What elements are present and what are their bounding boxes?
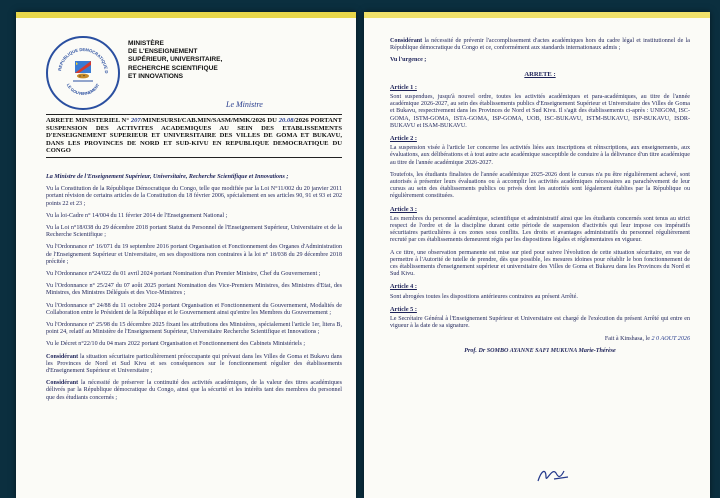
visa-paragraph: Vu l'Ordonnance n° 24/88 du 11 octobre 2024 portant Organisation et Fonctionnement du Gouvernement, Modalités de Collaboration entre le Président de la République et le Gouvernement ainsi qu'entre les Membres du Gouvernement ;	[46, 302, 342, 316]
ministry-line: DE L'ENSEIGNEMENT	[128, 48, 198, 56]
considerant-paragraph	[390, 38, 690, 52]
date-stamp: 2 0 AOUT 2026	[651, 335, 690, 342]
arrete-number: 207	[130, 117, 141, 124]
fait-a-line	[390, 336, 690, 343]
article-1-label: Article 1 :	[390, 83, 417, 91]
signatory-name: Prof. Dr SOMBO AYANNE SAFI MUKUNA Marie-Thérèse	[464, 347, 616, 354]
visa-paragraph: Vu l'Ordonnance n°24/022 du 01 avril 2024 portant Nomination d'un Premier Ministre, Chef du Gouvernement ;	[46, 271, 321, 278]
arrete-title	[46, 114, 342, 158]
considerant-text: la nécessité de prévenir l'accomplissement d'actes académiques hors du cadre légal et institutionnel de la République démocratique du Congo et ce, conformément aux standards internationaux admis ;	[390, 38, 690, 52]
document-page-1	[16, 12, 356, 498]
considerant-label: Considérant	[46, 380, 79, 387]
title-rest: /2026 PORTANT SUSPENSION DES ACTIVITES ACADEMIQUES AU SEIN DES ETABLISSEMENTS D'ENSEIGNEMENT SUPERIEUR ET UNIVERSITAIRE DES VILLES DE GOMA ET BUKAVU, DANS LES PROVINCES DE NORD ET SUD-KIVU EN REPUBLIQUE DEMOCRATIQUE DU CONGO	[46, 117, 342, 155]
visa-paragraph: Vu l'Ordonnance n° 25/98 du 15 décembre 2025 fixant les attributions des Ministères, spécialement l'article 1er, litera B, point 24, relatif au Ministère de l'Enseignement Supérieur, Universitaire Recherche Scientifique et Innovations ;	[46, 322, 342, 336]
svg-text:LE GOUVERNEMENT: LE GOUVERNEMENT	[65, 82, 101, 97]
article-2-continuation: Toutefois, les étudiants finalistes de l'année académique 2025-2026 dont le cursus n'a pu être régulièrement achevé, sont autorisés à présenter leurs évaluations ou à accomplir les activités académiques nécessaires au parachèvement de leur cursus au sein des établissements publics ou privés dont les autorités sont légalement établies par la République ou régulièrement constituées.	[390, 171, 690, 200]
considerant-text: la nécessité de préserver la continuité des activités académiques, de la valeur des titres académiques délivrés par la République démocratique du Congo, ainsi que la sécurité et les intérêts tant des membres du personnel que des étudiants concernés ;	[46, 380, 342, 401]
visa-paragraph: Vu la loi-Cadre n° 14/004 du 11 février 2014 de l'Enseignement National ;	[46, 212, 228, 219]
article-5-text: Le Secrétaire Général à l'Enseignement Supérieur et Universitaire est chargé de l'exécution du présent Arrêté qui entre en vigueur à la date de sa signature.	[390, 316, 690, 330]
ministry-line: ET INNOVATIONS	[128, 72, 184, 80]
handwritten-le-ministre: Le Ministre	[226, 100, 263, 109]
vu-urgence: Vu l'urgence ;	[390, 57, 427, 64]
svg-text:REPUBLIQUE DEMOCRATIQUE DU CON: REPUBLIQUE DEMOCRATIQUE D	[57, 46, 110, 74]
ministry-heading	[128, 40, 228, 81]
considerant-label: Considérant	[46, 353, 79, 360]
handwritten-signature-icon	[534, 463, 574, 487]
document-page-2	[364, 12, 710, 498]
considerant-paragraph	[46, 380, 342, 402]
leopard-emblem-icon	[53, 43, 113, 103]
minister-intro: La Ministre de l'Enseignement Supérieur, Universitaire, Recherche Scientifique et Innovations ;	[46, 174, 289, 180]
arrete-ref-prefix: ARRETE MINISTERIEL N°	[46, 117, 129, 124]
ministry-line: RECHERCHE SCIENTIFIQUE	[128, 64, 218, 72]
considerant-paragraph	[46, 354, 342, 376]
arrete-ref-suffix: /MINESURSI/CAB.MIN/SASM/MMK/2026	[140, 117, 266, 124]
visa-paragraph: Vu l'Ordonnance n° 25/247 du 07 août 2025 portant Nomination des Vice-Premiers Ministres, des Ministres d'Etat, des Ministres, des Ministres Délégués et des Vice-Ministres ;	[46, 283, 342, 297]
article-3-label: Article 3 :	[390, 205, 417, 213]
article-3-text: Les membres du personnel académique, scientifique et administratif ainsi que les étudiants concernés sont tenus au strict respect de l'ordre et de la discipline durant cette période de suspension d'activités qui leur impose ces impératifs sécuritaires particulières à ces zones sous conflits. Les droits et avantages administratifs du personnel régulièrement recruté par ces établissements demeurent régis par les dispositions légales et réglementaires en vigueur.	[390, 215, 690, 244]
coat-of-arms-seal	[46, 36, 120, 110]
visa-paragraph: Vu la Loi n°18/038 du 29 décembre 2018 portant Statut du Personnel de l'Enseignement Supérieur, Universitaire et de la Recherche Scientifique ;	[46, 225, 342, 239]
decree-body	[390, 38, 690, 360]
article-2-text: La suspension visée à l'article 1er concerne les activités liées aux inscriptions et réinscriptions, aux enseignements, aux évaluations, aux délibérations et à tout autre acte académique susceptible de conduire à la délivrance d'un titre académique au titre de l'année académique 2026-2027.	[390, 145, 690, 166]
visa-paragraph: Vu l'Ordonnance n° 16/071 du 19 septembre 2016 portant Organisation et Fonctionnement des Organes d'Administration de l'Enseignement Supérieur et Universitaire, en ses dispositions non contraires à la loi n° 18/038 du 29 décembre 2018 précitée ;	[46, 244, 342, 265]
article-4-text: Sont abrogées toutes les dispositions antérieures contraires au présent Arrêté.	[390, 293, 578, 300]
article-1-text: Sont suspendues, jusqu'à nouvel ordre, toutes les activités académiques et para-académiques, au titre de l'année académique 2026-2027, au sein des établissements publics d'Enseignement Supérieur et Universitaire des Villes de Goma et Bukavu, respectivement dans les Provinces de Nord et Sud Kivu. Il s'agit des établissements ci-après : UNIGOM, ISC-GOMA, ISTM-GOMA, ISTA-GOMA, ISP-GOMA, UOB, ISC-BUKAVU, ISTM-BUKAVU, ISP-BUKAVU, ISDR-BUKAVU et ISAM-BUKAVU.	[390, 94, 690, 129]
preamble	[46, 174, 342, 407]
fait-a-label: Fait à Kinshasa, le	[604, 335, 652, 342]
article-5-label: Article 5 :	[390, 305, 417, 313]
ministry-line: MINISTÈRE	[128, 40, 164, 47]
considerant-text: la situation sécuritaire particulièrement préoccupante qui prévaut dans les Villes de Goma et Bukavu dans les Provinces de Nord et Sud Kivu et ses conséquences sur le fonctionnement régulier des établissements d'Enseignement Supérieur et Universitaire ;	[46, 353, 342, 375]
ministry-line: SUPÉRIEUR, UNIVERSITAIRE,	[128, 56, 223, 64]
article-2-label: Article 2 :	[390, 135, 417, 143]
arrete-heading: ARRETE :	[524, 70, 556, 78]
considerant-label: Considérant	[390, 38, 423, 44]
visa-paragraph: Vu la Constitution de la République Démocratique du Congo, telle que modifiée par la Loi N°11/002 du 20 janvier 2011 portant révision de certains articles de la Constitution du 18 février 2006, spécialement en ses articles 90, 91 et 93 et 202 points 22 et 23 ;	[46, 186, 342, 207]
article-4-label: Article 4 :	[390, 283, 417, 291]
article-3-continuation: A ce titre, une observation permanente est mise sur pied pour suivre l'évolution de cette situation sécuritaire, en vue de permettre à l'Autorité de tutelle de prendre, dès que possible, les mesures idoines pour rétablir le bon fonctionnement de ces établissements d'enseignement supérieur et universitaire des Villes de Goma et Bukavu dans les Provinces du Nord et Sud Kivu.	[390, 249, 690, 278]
du-date: 20.08	[278, 117, 294, 124]
du-label: DU	[267, 117, 277, 124]
visa-paragraph: Vu le Décret n°22/10 du 04 mars 2022 portant Organisation et Fonctionnement des Cabinets Ministériels ;	[46, 341, 306, 348]
